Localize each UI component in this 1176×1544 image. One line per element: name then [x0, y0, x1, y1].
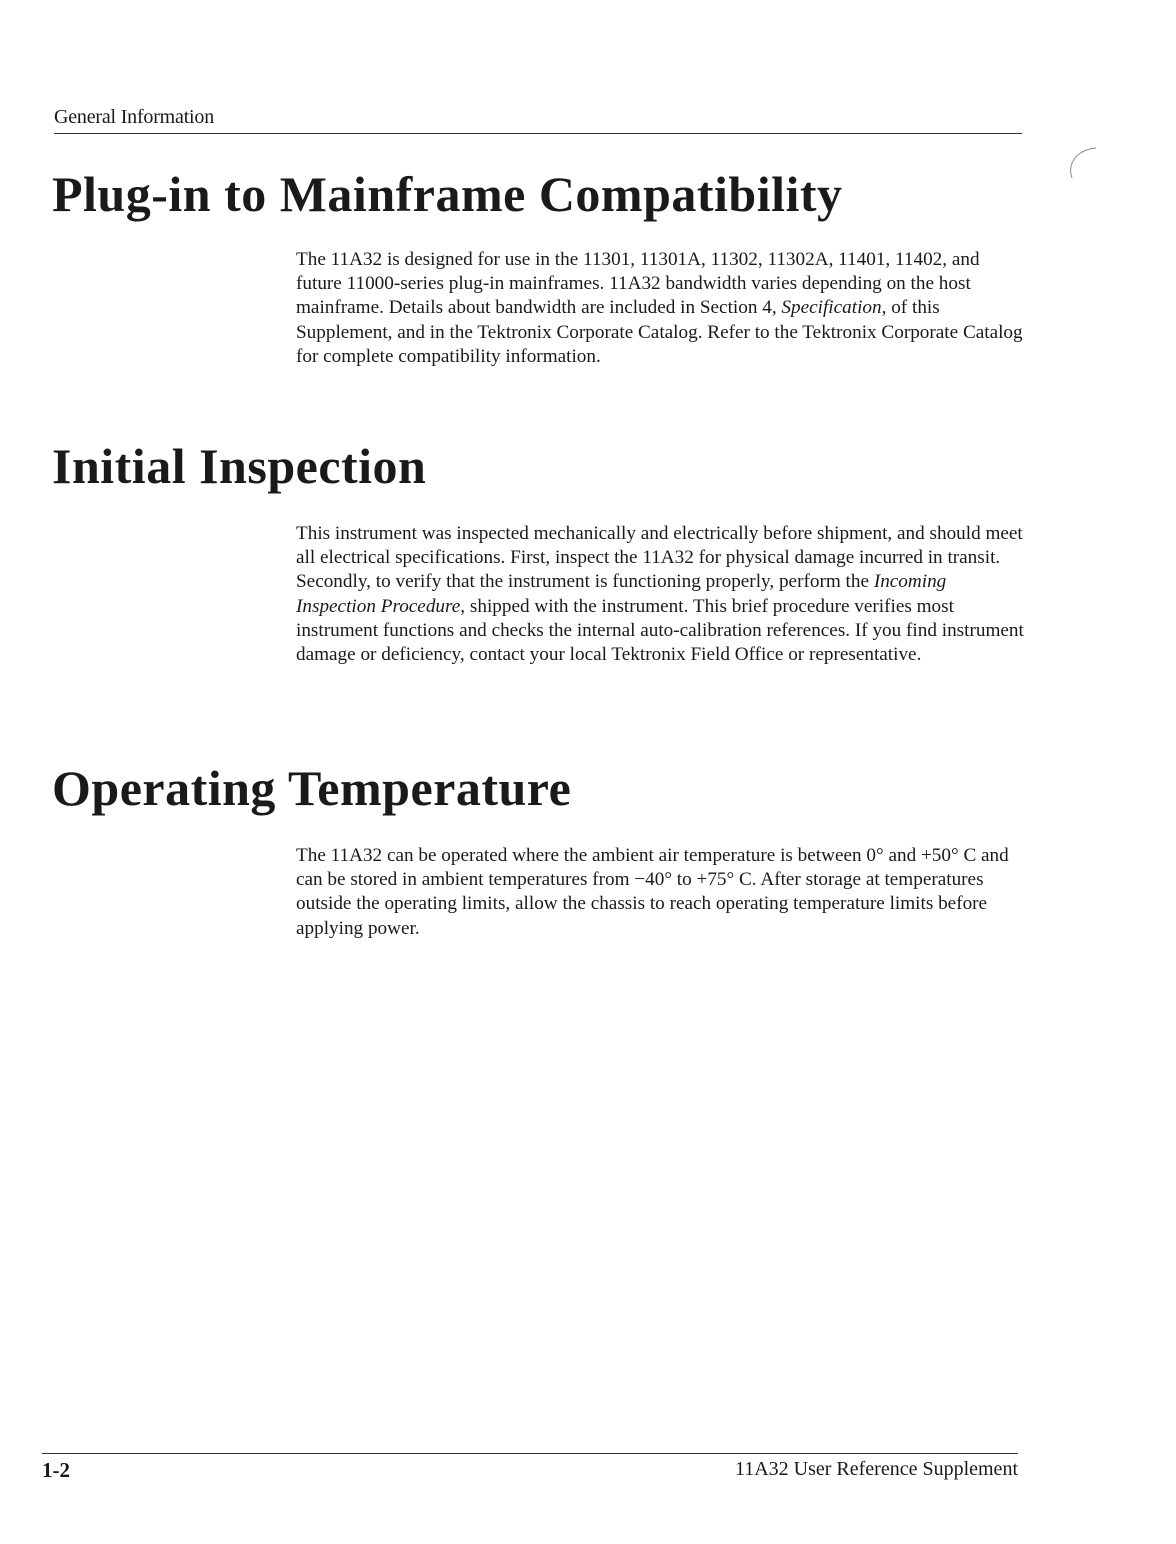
header-rule [54, 133, 1022, 134]
document-title: 11A32 User Reference Supplement [734, 1458, 1018, 1480]
page-number: 1-2 [42, 1458, 70, 1482]
specification-reference: Specification [781, 297, 882, 319]
incoming-inspection-reference: Incoming Inspection Procedure [296, 571, 947, 617]
section-title-temperature: Operating Temperature [52, 760, 572, 816]
section-title-compatibility: Plug-in to Mainframe Compatibility [52, 166, 843, 222]
section-body-temperature: The 11A32 can be operated where the ambient air temperature is between 0° and +50° C and can be stored in ambient temperatures from −40° to +75° C. After storage at temperatures outside the operating limits, allow the chassis to reach operating temperature limits before applying power. [296, 845, 1009, 939]
section-body-compatibility: The 11A32 is designed for use in the 11301, 11301A, 11302, 11302A, 11401, 11402, and future 11000-series plug-in mainframes. 11A32 bandwidth varies depending on the host mainframe. Details about bandwidth are included in Section 4, Specification, of this Supplement, and in the Tektronix Corporate Catalog. Refer to the Tektronix Corporate Catalog for complete compatibility information. [296, 249, 1023, 367]
section-title-inspection: Initial Inspection [52, 438, 427, 494]
section-body-inspection: This instrument was inspected mechanically and electrically before shipment, and should meet all electrical specifications. First, inspect the 11A32 for physical damage incurred in transit. Secondly, to verify that the instrument is functioning properly, perform the Incoming Inspection Procedure, shipped with the instrument. This brief procedure verifies most instrument functions and checks the internal auto-calibration references. If you find instrument damage or deficiency, contact your local Tektronix Field Office or representative. [296, 523, 1024, 666]
running-header: General Information [54, 106, 215, 128]
corner-scan-mark [1068, 146, 1098, 180]
footer-rule [42, 1453, 1018, 1454]
